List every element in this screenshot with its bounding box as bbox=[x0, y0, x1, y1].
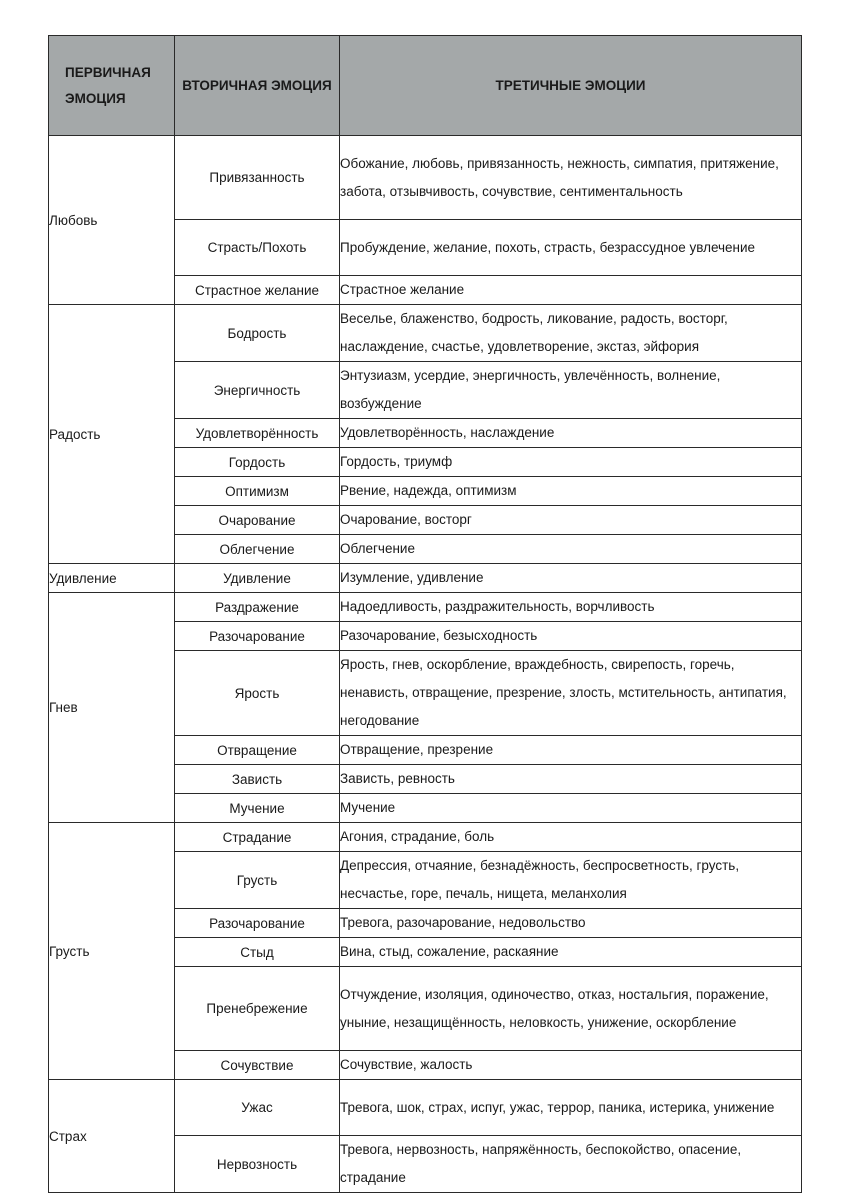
header-tertiary: ТРЕТИЧНЫЕ ЭМОЦИИ bbox=[340, 36, 802, 136]
table-row bbox=[49, 593, 802, 622]
tertiary-emotions-cell: Сочувствие, жалость bbox=[340, 1051, 802, 1080]
secondary-emotion-cell: Оптимизм bbox=[175, 477, 340, 506]
table-row bbox=[49, 305, 802, 362]
table-row bbox=[49, 136, 802, 220]
secondary-emotion-cell: Раздражение bbox=[175, 593, 340, 622]
tertiary-emotions-cell: Тревога, шок, страх, испуг, ужас, террор, паника, истерика, унижение bbox=[340, 1080, 802, 1136]
secondary-emotion-cell: Стыд bbox=[175, 938, 340, 967]
secondary-emotion-cell: Разочарование bbox=[175, 622, 340, 651]
secondary-emotion-cell: Очарование bbox=[175, 506, 340, 535]
secondary-emotion-cell: Сочувствие bbox=[175, 1051, 340, 1080]
secondary-emotion-cell: Удивление bbox=[175, 564, 340, 593]
tertiary-emotions-cell: Изумление, удивление bbox=[340, 564, 802, 593]
table-body bbox=[49, 136, 802, 1193]
tertiary-emotions-cell: Страстное желание bbox=[340, 276, 802, 305]
tertiary-emotions-cell: Энтузиазм, усердие, энергичность, увлечённость, волнение, возбуждение bbox=[340, 362, 802, 419]
tertiary-emotions-cell: Гордость, триумф bbox=[340, 448, 802, 477]
emotions-table bbox=[48, 35, 802, 1193]
secondary-emotion-cell: Нервозность bbox=[175, 1136, 340, 1193]
table-row bbox=[49, 823, 802, 852]
secondary-emotion-cell: Пренебрежение bbox=[175, 967, 340, 1051]
primary-emotion-cell: Страх bbox=[49, 1080, 175, 1193]
tertiary-emotions-cell: Вина, стыд, сожаление, раскаяние bbox=[340, 938, 802, 967]
secondary-emotion-cell: Отвращение bbox=[175, 736, 340, 765]
secondary-emotion-cell: Гордость bbox=[175, 448, 340, 477]
secondary-emotion-cell: Зависть bbox=[175, 765, 340, 794]
table-row bbox=[49, 564, 802, 593]
tertiary-emotions-cell: Тревога, разочарование, недовольство bbox=[340, 909, 802, 938]
secondary-emotion-cell: Ужас bbox=[175, 1080, 340, 1136]
primary-emotion-cell: Гнев bbox=[49, 593, 175, 823]
secondary-emotion-cell: Мучение bbox=[175, 794, 340, 823]
tertiary-emotions-cell: Тревога, нервозность, напряжённость, беспокойство, опасение, страдание bbox=[340, 1136, 802, 1193]
primary-emotion-cell: Любовь bbox=[49, 136, 175, 305]
tertiary-emotions-cell: Депрессия, отчаяние, безнадёжность, беспросветность, грусть, несчастье, горе, печаль, нищета, меланхолия bbox=[340, 852, 802, 909]
secondary-emotion-cell: Удовлетворённость bbox=[175, 419, 340, 448]
primary-emotion-cell: Удивление bbox=[49, 564, 175, 593]
header-row bbox=[49, 36, 802, 136]
tertiary-emotions-cell: Зависть, ревность bbox=[340, 765, 802, 794]
secondary-emotion-cell: Грусть bbox=[175, 852, 340, 909]
tertiary-emotions-cell: Пробуждение, желание, похоть, страсть, безрассудное увлечение bbox=[340, 220, 802, 276]
secondary-emotion-cell: Привязанность bbox=[175, 136, 340, 220]
header-primary: ПЕРВИЧНАЯ ЭМОЦИЯ bbox=[49, 36, 175, 136]
secondary-emotion-cell: Страдание bbox=[175, 823, 340, 852]
tertiary-emotions-cell: Обожание, любовь, привязанность, нежность, симпатия, притяжение, забота, отзывчивость, сочувствие, сентиментальность bbox=[340, 136, 802, 220]
tertiary-emotions-cell: Веселье, блаженство, бодрость, ликование, радость, восторг, наслаждение, счастье, удовлетворение, экстаз, эйфория bbox=[340, 305, 802, 362]
secondary-emotion-cell: Разочарование bbox=[175, 909, 340, 938]
header-secondary: ВТОРИЧНАЯ ЭМОЦИЯ bbox=[175, 36, 340, 136]
secondary-emotion-cell: Ярость bbox=[175, 651, 340, 736]
tertiary-emotions-cell: Рвение, надежда, оптимизм bbox=[340, 477, 802, 506]
primary-emotion-cell: Радость bbox=[49, 305, 175, 564]
tertiary-emotions-cell: Надоедливость, раздражительность, ворчливость bbox=[340, 593, 802, 622]
tertiary-emotions-cell: Мучение bbox=[340, 794, 802, 823]
secondary-emotion-cell: Страсть/Похоть bbox=[175, 220, 340, 276]
tertiary-emotions-cell: Агония, страдание, боль bbox=[340, 823, 802, 852]
tertiary-emotions-cell: Ярость, гнев, оскорбление, враждебность, свирепость, горечь, ненависть, отвращение, презрение, злость, мстительность, антипатия, негодование bbox=[340, 651, 802, 736]
secondary-emotion-cell: Бодрость bbox=[175, 305, 340, 362]
secondary-emotion-cell: Облегчение bbox=[175, 535, 340, 564]
tertiary-emotions-cell: Облегчение bbox=[340, 535, 802, 564]
secondary-emotion-cell: Энергичность bbox=[175, 362, 340, 419]
tertiary-emotions-cell: Отчуждение, изоляция, одиночество, отказ, ностальгия, поражение, уныние, незащищённость, неловкость, унижение, оскорбление bbox=[340, 967, 802, 1051]
tertiary-emotions-cell: Отвращение, презрение bbox=[340, 736, 802, 765]
table-header bbox=[49, 36, 802, 136]
tertiary-emotions-cell: Удовлетворённость, наслаждение bbox=[340, 419, 802, 448]
tertiary-emotions-cell: Очарование, восторг bbox=[340, 506, 802, 535]
tertiary-emotions-cell: Разочарование, безысходность bbox=[340, 622, 802, 651]
secondary-emotion-cell: Страстное желание bbox=[175, 276, 340, 305]
table-row bbox=[49, 1080, 802, 1136]
primary-emotion-cell: Грусть bbox=[49, 823, 175, 1080]
